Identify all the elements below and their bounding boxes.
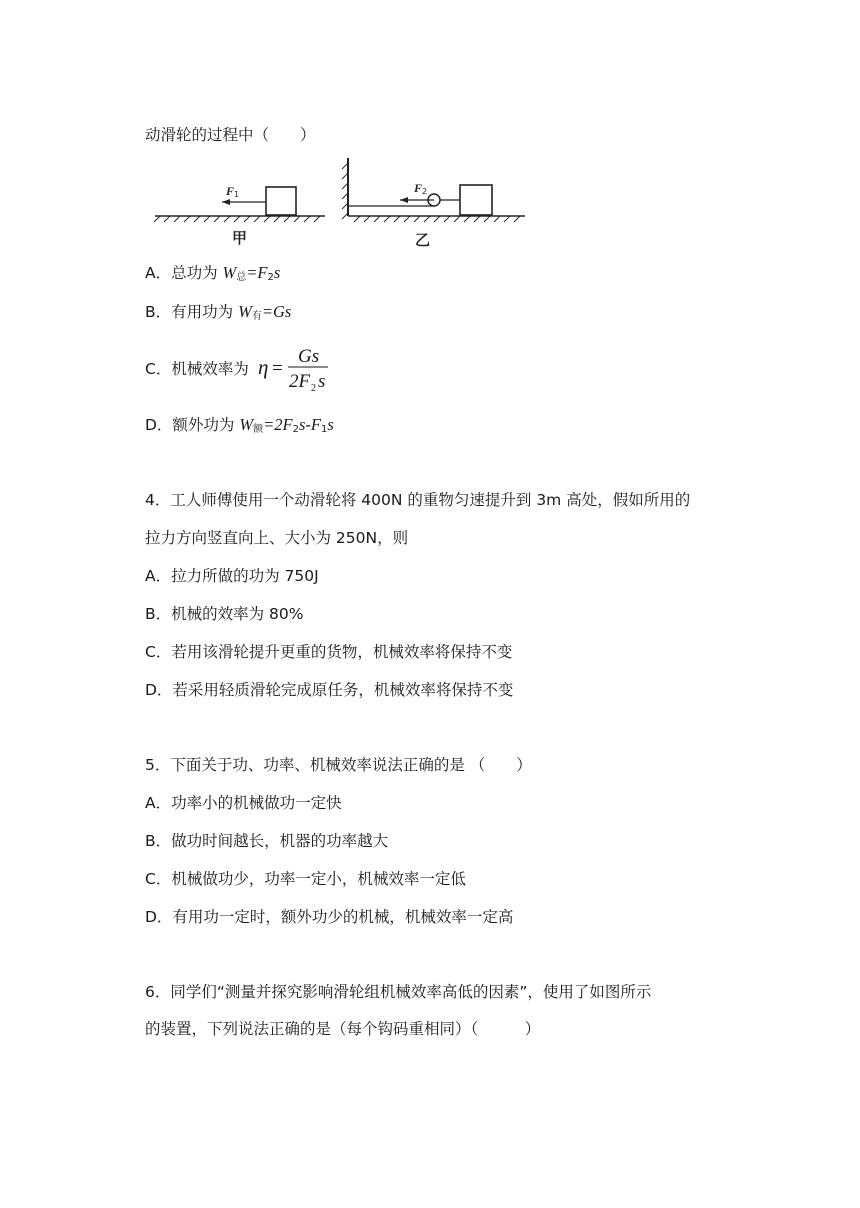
option-4d: D．若采用轻质滑轮完成原任务，机械效率将保持不变 <box>145 681 514 699</box>
block-jia <box>266 187 296 215</box>
option-4b: B．机械的效率为 80% <box>145 605 304 623</box>
svg-text:η: η <box>258 355 269 379</box>
question-6-stem-2: 的装置，下列说法正确的是（每个钩码重相同）（ ） <box>145 1020 541 1038</box>
label-jia: 甲 <box>232 229 248 247</box>
label-yi: 乙 <box>415 231 431 249</box>
option-3c: C．机械效率为 <box>145 360 249 378</box>
svg-text:Gs: Gs <box>298 346 320 367</box>
block-yi <box>460 185 492 215</box>
label-f1: F <box>226 184 235 198</box>
svg-text:2F: 2F <box>289 371 311 392</box>
question-4-stem-2: 拉力方向竖直向上、大小为 250N，则 <box>145 529 409 547</box>
label-f2: F <box>414 181 423 195</box>
efficiency-formula <box>258 342 338 394</box>
option-4c: C．若用该滑轮提升更重的货物，机械效率将保持不变 <box>145 643 513 661</box>
option-3b: B．有用功为 $W_有=Gs$ <box>145 302 292 322</box>
option-5a: A．功率小的机械做功一定快 <box>145 794 342 812</box>
label-f1-sub: 1 <box>234 190 240 199</box>
option-3a: A．总功为 $W_总=F_2s$ <box>145 263 281 283</box>
svg-text:s: s <box>318 371 326 392</box>
option-4a: A．拉力所做的功为 750J <box>145 567 319 585</box>
question-4-stem-1: 4．工人师傅使用一个动滑轮将 400N 的重物匀速提升到 3m 高处，假如所用的 <box>145 491 691 509</box>
option-3d: D．额外功为 $W_额=2F_2s-F_1s$ <box>145 415 334 435</box>
pulley-diagram <box>150 155 530 250</box>
svg-text:=: = <box>272 358 283 379</box>
option-5d: D．有用功一定时，额外功少的机械，机械效率一定高 <box>145 908 514 926</box>
option-5c: C．机械做功少，功率一定小，机械效率一定低 <box>145 870 466 888</box>
label-f2-sub: 2 <box>422 187 428 196</box>
svg-text:2: 2 <box>311 383 316 394</box>
question-6-stem-1: 6．同学们“测量并探究影响滑轮组机械效率高低的因素”，使用了如图所示 <box>145 983 652 1001</box>
question-5-stem: 5．下面关于功、功率、机械效率说法正确的是 （ ） <box>145 756 532 774</box>
option-5b: B．做功时间越长，机器的功率越大 <box>145 832 389 850</box>
question-intro-line: 动滑轮的过程中（ ） <box>145 126 316 144</box>
